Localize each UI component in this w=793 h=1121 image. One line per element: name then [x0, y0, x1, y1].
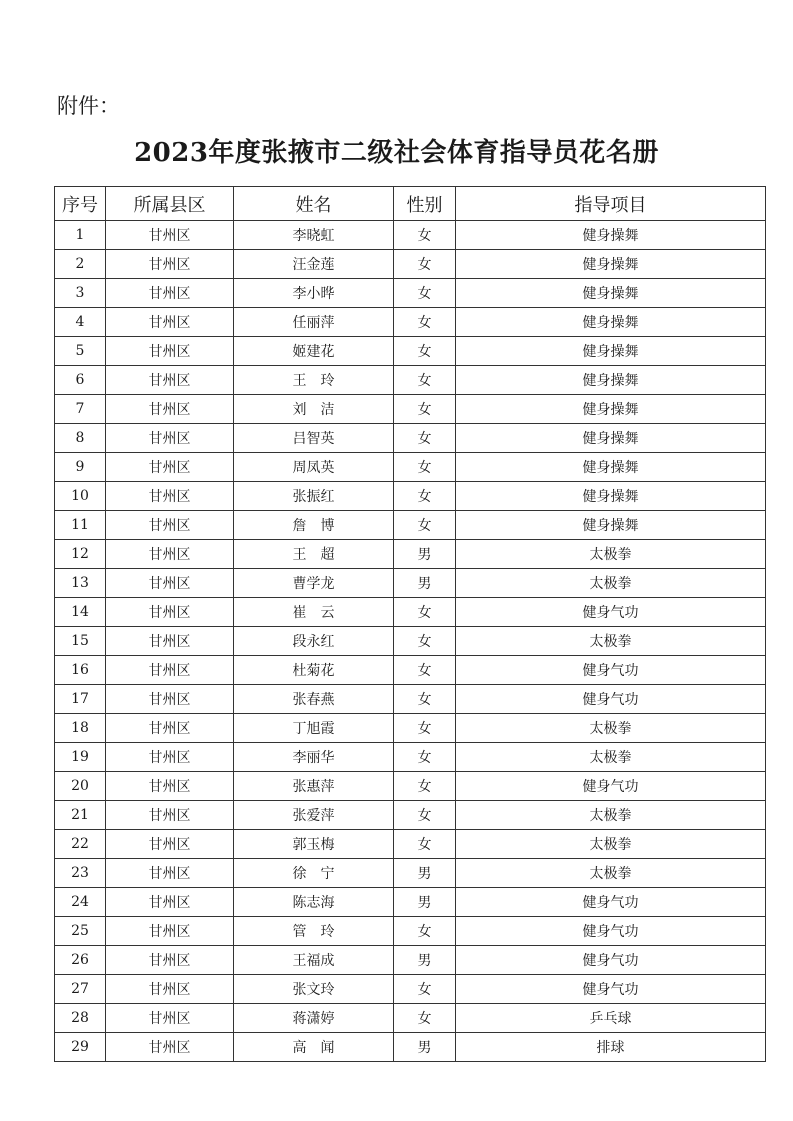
cell-county: 甘州区 [106, 1033, 234, 1062]
table-row [55, 627, 766, 656]
cell-county: 甘州区 [106, 917, 234, 946]
cell-project: 健身操舞 [456, 250, 766, 279]
cell-gender: 女 [394, 395, 456, 424]
cell-gender: 男 [394, 569, 456, 598]
cell-project: 健身操舞 [456, 424, 766, 453]
table-row [55, 743, 766, 772]
table-row [55, 598, 766, 627]
cell-gender: 女 [394, 801, 456, 830]
cell-project: 太极拳 [456, 743, 766, 772]
cell-project: 太极拳 [456, 569, 766, 598]
cell-project: 健身操舞 [456, 453, 766, 482]
cell-name: 任丽萍 [234, 308, 394, 337]
cell-project: 健身操舞 [456, 337, 766, 366]
cell-county: 甘州区 [106, 743, 234, 772]
cell-gender: 女 [394, 685, 456, 714]
cell-project: 排球 [456, 1033, 766, 1062]
cell-county: 甘州区 [106, 337, 234, 366]
cell-number: 22 [55, 830, 106, 859]
cell-gender: 男 [394, 1033, 456, 1062]
cell-county: 甘州区 [106, 366, 234, 395]
cell-gender: 女 [394, 308, 456, 337]
cell-gender: 男 [394, 946, 456, 975]
cell-number: 20 [55, 772, 106, 801]
cell-name: 刘 洁 [234, 395, 394, 424]
cell-gender: 女 [394, 337, 456, 366]
cell-county: 甘州区 [106, 598, 234, 627]
cell-county: 甘州区 [106, 424, 234, 453]
column-header-project: 指导项目 [456, 187, 766, 221]
cell-gender: 女 [394, 279, 456, 308]
table-row [55, 917, 766, 946]
cell-number: 21 [55, 801, 106, 830]
cell-county: 甘州区 [106, 801, 234, 830]
cell-county: 甘州区 [106, 569, 234, 598]
cell-name: 丁旭霞 [234, 714, 394, 743]
cell-name: 王福成 [234, 946, 394, 975]
cell-name: 张春燕 [234, 685, 394, 714]
cell-number: 14 [55, 598, 106, 627]
cell-number: 9 [55, 453, 106, 482]
cell-gender: 女 [394, 366, 456, 395]
cell-county: 甘州区 [106, 859, 234, 888]
cell-number: 5 [55, 337, 106, 366]
cell-number: 29 [55, 1033, 106, 1062]
table-row [55, 395, 766, 424]
cell-number: 10 [55, 482, 106, 511]
cell-project: 健身气功 [456, 598, 766, 627]
cell-name: 郭玉梅 [234, 830, 394, 859]
cell-county: 甘州区 [106, 656, 234, 685]
cell-name: 吕智英 [234, 424, 394, 453]
table-row [55, 540, 766, 569]
cell-name: 段永红 [234, 627, 394, 656]
cell-name: 陈志海 [234, 888, 394, 917]
cell-number: 3 [55, 279, 106, 308]
column-header-gender: 性别 [394, 187, 456, 221]
cell-name: 姬建花 [234, 337, 394, 366]
cell-county: 甘州区 [106, 830, 234, 859]
cell-name: 蒋潇婷 [234, 1004, 394, 1033]
cell-number: 7 [55, 395, 106, 424]
cell-project: 健身操舞 [456, 308, 766, 337]
cell-number: 13 [55, 569, 106, 598]
cell-gender: 男 [394, 859, 456, 888]
table-row [55, 250, 766, 279]
cell-number: 26 [55, 946, 106, 975]
cell-project: 健身操舞 [456, 221, 766, 250]
cell-gender: 女 [394, 482, 456, 511]
cell-county: 甘州区 [106, 308, 234, 337]
cell-number: 28 [55, 1004, 106, 1033]
cell-gender: 女 [394, 221, 456, 250]
cell-project: 健身操舞 [456, 511, 766, 540]
table-row [55, 975, 766, 1004]
table-row [55, 1033, 766, 1062]
cell-county: 甘州区 [106, 685, 234, 714]
table-row [55, 424, 766, 453]
cell-county: 甘州区 [106, 1004, 234, 1033]
cell-county: 甘州区 [106, 627, 234, 656]
cell-gender: 女 [394, 656, 456, 685]
cell-county: 甘州区 [106, 250, 234, 279]
cell-project: 太极拳 [456, 830, 766, 859]
table-row [55, 859, 766, 888]
cell-number: 11 [55, 511, 106, 540]
cell-gender: 女 [394, 917, 456, 946]
cell-gender: 女 [394, 598, 456, 627]
roster-table [54, 186, 766, 1062]
cell-name: 汪金莲 [234, 250, 394, 279]
table-row [55, 569, 766, 598]
cell-name: 王 玲 [234, 366, 394, 395]
cell-name: 徐 宁 [234, 859, 394, 888]
table-row [55, 1004, 766, 1033]
cell-number: 8 [55, 424, 106, 453]
table-row [55, 337, 766, 366]
cell-project: 太极拳 [456, 801, 766, 830]
cell-county: 甘州区 [106, 482, 234, 511]
cell-number: 18 [55, 714, 106, 743]
cell-project: 太极拳 [456, 627, 766, 656]
cell-project: 健身气功 [456, 975, 766, 1004]
cell-number: 15 [55, 627, 106, 656]
cell-county: 甘州区 [106, 395, 234, 424]
table-row [55, 714, 766, 743]
cell-name: 周凤英 [234, 453, 394, 482]
cell-project: 健身气功 [456, 917, 766, 946]
table-row [55, 946, 766, 975]
cell-gender: 女 [394, 1004, 456, 1033]
cell-county: 甘州区 [106, 540, 234, 569]
table-row [55, 656, 766, 685]
table-header-row [55, 187, 766, 221]
cell-number: 19 [55, 743, 106, 772]
cell-name: 曹学龙 [234, 569, 394, 598]
column-header-name: 姓名 [234, 187, 394, 221]
cell-number: 27 [55, 975, 106, 1004]
cell-county: 甘州区 [106, 279, 234, 308]
table-row [55, 801, 766, 830]
cell-number: 2 [55, 250, 106, 279]
cell-number: 23 [55, 859, 106, 888]
table-row [55, 888, 766, 917]
cell-gender: 女 [394, 250, 456, 279]
cell-gender: 女 [394, 830, 456, 859]
cell-number: 16 [55, 656, 106, 685]
cell-project: 健身操舞 [456, 395, 766, 424]
cell-name: 高 闻 [234, 1033, 394, 1062]
table-row [55, 308, 766, 337]
cell-number: 4 [55, 308, 106, 337]
column-header-county: 所属县区 [106, 187, 234, 221]
cell-gender: 女 [394, 627, 456, 656]
cell-gender: 女 [394, 772, 456, 801]
cell-gender: 女 [394, 453, 456, 482]
cell-project: 健身操舞 [456, 366, 766, 395]
table-row [55, 482, 766, 511]
cell-project: 健身操舞 [456, 279, 766, 308]
table-row [55, 772, 766, 801]
table-row [55, 366, 766, 395]
cell-project: 健身气功 [456, 685, 766, 714]
table-row [55, 685, 766, 714]
attachment-label: 附件： [57, 94, 120, 118]
cell-name: 张文玲 [234, 975, 394, 1004]
table-row [55, 830, 766, 859]
cell-number: 6 [55, 366, 106, 395]
cell-county: 甘州区 [106, 888, 234, 917]
cell-name: 李晓虹 [234, 221, 394, 250]
cell-gender: 女 [394, 714, 456, 743]
table-row [55, 453, 766, 482]
cell-county: 甘州区 [106, 975, 234, 1004]
cell-name: 王 超 [234, 540, 394, 569]
cell-county: 甘州区 [106, 714, 234, 743]
cell-project: 健身气功 [456, 656, 766, 685]
table-row [55, 221, 766, 250]
cell-number: 17 [55, 685, 106, 714]
cell-number: 12 [55, 540, 106, 569]
cell-gender: 女 [394, 424, 456, 453]
table-row [55, 511, 766, 540]
cell-county: 甘州区 [106, 453, 234, 482]
cell-county: 甘州区 [106, 772, 234, 801]
table-row [55, 279, 766, 308]
cell-name: 詹 博 [234, 511, 394, 540]
cell-county: 甘州区 [106, 946, 234, 975]
cell-project: 乒乓球 [456, 1004, 766, 1033]
cell-project: 健身气功 [456, 946, 766, 975]
column-header-number: 序号 [55, 187, 106, 221]
cell-gender: 女 [394, 511, 456, 540]
cell-name: 李小晔 [234, 279, 394, 308]
cell-gender: 女 [394, 743, 456, 772]
cell-project: 健身气功 [456, 772, 766, 801]
cell-name: 张爱萍 [234, 801, 394, 830]
cell-number: 25 [55, 917, 106, 946]
table-body [55, 221, 766, 1062]
cell-project: 健身操舞 [456, 482, 766, 511]
cell-name: 张振红 [234, 482, 394, 511]
document-title: 2023年度张掖市二级社会体育指导员花名册 [134, 138, 659, 168]
cell-county: 甘州区 [106, 511, 234, 540]
cell-project: 太极拳 [456, 540, 766, 569]
cell-name: 管 玲 [234, 917, 394, 946]
cell-name: 杜菊花 [234, 656, 394, 685]
cell-name: 崔 云 [234, 598, 394, 627]
cell-name: 张惠萍 [234, 772, 394, 801]
cell-number: 1 [55, 221, 106, 250]
cell-county: 甘州区 [106, 221, 234, 250]
cell-gender: 女 [394, 975, 456, 1004]
cell-project: 太极拳 [456, 714, 766, 743]
cell-number: 24 [55, 888, 106, 917]
cell-name: 李丽华 [234, 743, 394, 772]
cell-project: 健身气功 [456, 888, 766, 917]
cell-gender: 男 [394, 540, 456, 569]
cell-gender: 男 [394, 888, 456, 917]
cell-project: 太极拳 [456, 859, 766, 888]
